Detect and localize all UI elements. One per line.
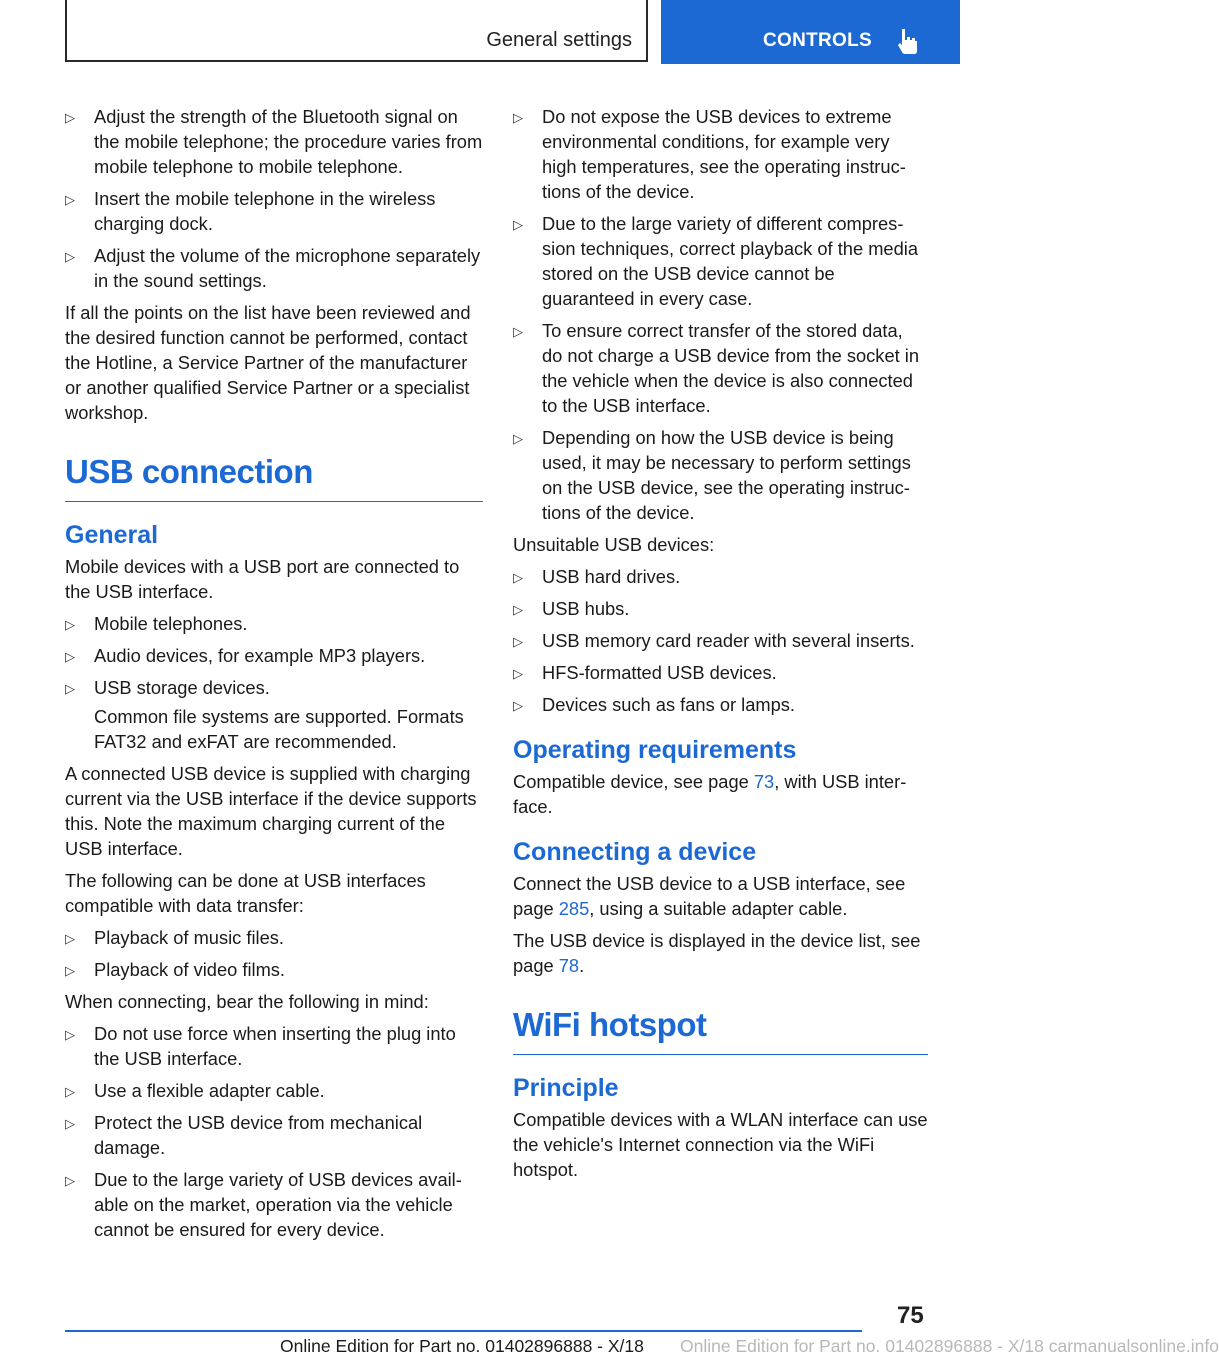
list-item: ▷ Protect the USB device from mechanical damage. xyxy=(65,1112,423,1158)
paragraph-principle: Compatible devices with a WLAN interface can use the vehicle's Internet connection via the WiFi hotspot. xyxy=(513,1109,928,1180)
bullet-triangle-icon: ▷ xyxy=(65,963,75,978)
list-item: ▷ Mobile telephones. xyxy=(65,611,483,636)
list-item: ▷ To ensure correct transfer of the stored data, do not charge a USB device from the socket in the vehicle when the device is also connected to the USB interface. xyxy=(513,320,919,416)
paragraph-displayed: The USB device is displayed in the device list, see page 78. xyxy=(513,930,921,976)
bullet-triangle-icon: ▷ xyxy=(513,431,523,446)
bullet-triangle-icon: ▷ xyxy=(65,1084,75,1099)
chapter-tab[interactable] xyxy=(661,0,960,64)
page-link-78[interactable]: 78 xyxy=(558,955,580,976)
bullet-triangle-icon: ▷ xyxy=(513,217,523,232)
right-column xyxy=(513,104,928,1189)
bullet-triangle-icon: ▷ xyxy=(65,1116,75,1131)
list-item: ▷ Audio devices, for example MP3 players. xyxy=(65,643,483,668)
paragraph-charging: A connected USB device is supplied with charging current via the USB interface if the device supports this. Note the maximum charging current of the USB interface. xyxy=(65,763,477,859)
list-item: ▷ Insert the mobile telephone in the wireless charging dock. xyxy=(65,188,436,234)
bullet-triangle-icon: ▷ xyxy=(65,192,75,207)
section-header-box xyxy=(65,0,648,62)
list-item: ▷ Due to the large variety of USB devices available on the market, operation via the vehicle cannot be ensured for every device. xyxy=(65,1169,462,1240)
paragraph-review: If all the points on the list have been reviewed and the desired function cannot be performed, contact the Hotline, a Service Partner of the manufacturer or another qualified Service Partner or a specialist workshop. xyxy=(65,302,471,423)
heading-connecting-device: Connecting a device xyxy=(513,838,757,866)
bullet-triangle-icon: ▷ xyxy=(513,634,523,649)
list-item: ▷ Devices such as fans or lamps. xyxy=(513,692,928,717)
footer-divider xyxy=(65,1330,862,1332)
heading-operating-requirements: Operating requirements xyxy=(513,736,797,764)
list-item: ▷ USB hubs. xyxy=(513,596,928,621)
sub-paragraph-filesystems: Common file systems are supported. Formats FAT32 and exFAT are recommended. xyxy=(94,706,464,752)
list-item: ▷ USB storage devices. xyxy=(65,675,483,700)
list-item: ▷ Playback of video films. xyxy=(65,957,483,982)
bullet-triangle-icon: ▷ xyxy=(65,931,75,946)
footer-edition: Online Edition for Part no. 01402896888 - X/18 xyxy=(280,1336,644,1356)
list-item: ▷ HFS-formatted USB devices. xyxy=(513,660,928,685)
page-number: 75 xyxy=(897,1302,924,1329)
bullet-triangle-icon: ▷ xyxy=(513,324,523,339)
paragraph-connecting: Connect the USB device to a USB interface, see page 285, using a suitable adapter cable. xyxy=(513,873,906,919)
heading-principle: Principle xyxy=(513,1074,619,1102)
bullet-triangle-icon: ▷ xyxy=(65,249,75,264)
list-item: ▷ Playback of music files. xyxy=(65,925,483,950)
bullet-triangle-icon: ▷ xyxy=(65,1173,75,1188)
list-item: ▷ Adjust the volume of the microphone separately in the sound settings. xyxy=(65,245,481,291)
heading-wifi-hotspot: WiFi hotspot xyxy=(513,1006,928,1055)
pointing-hand-icon xyxy=(895,27,919,55)
chapter-tab-label: CONTROLS xyxy=(763,30,873,51)
left-column xyxy=(65,104,483,1249)
list-item: ▷ Do not expose the USB devices to extreme environmental conditions, for example very high temperatures, see the operating instructions of the device. xyxy=(513,106,906,202)
bullet-triangle-icon: ▷ xyxy=(513,110,523,125)
section-title: General settings xyxy=(486,29,632,51)
bullet-triangle-icon: ▷ xyxy=(65,1027,75,1042)
paragraph-unsuitable: Unsuitable USB devices: xyxy=(513,534,715,555)
paragraph-operating: Compatible device, see page 73, with USB interface. xyxy=(513,771,907,817)
paragraph-following: The following can be done at USB interfaces compatible with data transfer: xyxy=(65,870,426,916)
page-header xyxy=(0,0,960,66)
list-item: ▷ USB memory card reader with several inserts. xyxy=(513,628,928,653)
paragraph-mind: When connecting, bear the following in mind: xyxy=(65,991,429,1012)
watermark: Online Edition for Part no. 01402896888 - X/18 carmanualsonline.info xyxy=(680,1336,1219,1356)
heading-usb-connection: USB connection xyxy=(65,453,483,502)
bullet-triangle-icon: ▷ xyxy=(513,666,523,681)
page-link-73[interactable]: 73 xyxy=(753,771,775,792)
bullet-triangle-icon: ▷ xyxy=(65,617,75,632)
list-item: ▷ Due to the large variety of different compression techniques, correct playback of the media stored on the USB device cannot be guaranteed in every case. xyxy=(513,213,918,309)
list-item: ▷ Adjust the strength of the Bluetooth signal on the mobile telephone; the procedure varies from mobile telephone to mobile telephone. xyxy=(65,106,483,177)
list-item: ▷ Use a flexible adapter cable. xyxy=(65,1078,483,1103)
bullet-triangle-icon: ▷ xyxy=(513,698,523,713)
bullet-triangle-icon: ▷ xyxy=(513,570,523,585)
bullet-triangle-icon: ▷ xyxy=(513,602,523,617)
list-item: ▷ Do not use force when inserting the plug into the USB interface. xyxy=(65,1023,456,1069)
list-item: ▷ USB hard drives. xyxy=(513,564,928,589)
page-link-285[interactable]: 285 xyxy=(558,898,590,919)
heading-general: General xyxy=(65,521,159,549)
list-item: ▷ Depending on how the USB device is being used, it may be necessary to perform settings on the USB device, see the operating instructions of the device. xyxy=(513,427,911,523)
bullet-triangle-icon: ▷ xyxy=(65,110,75,125)
paragraph-mobile-devices: Mobile devices with a USB port are connected to the USB interface. xyxy=(65,556,460,602)
bullet-triangle-icon: ▷ xyxy=(65,649,75,664)
bullet-triangle-icon: ▷ xyxy=(65,681,75,696)
